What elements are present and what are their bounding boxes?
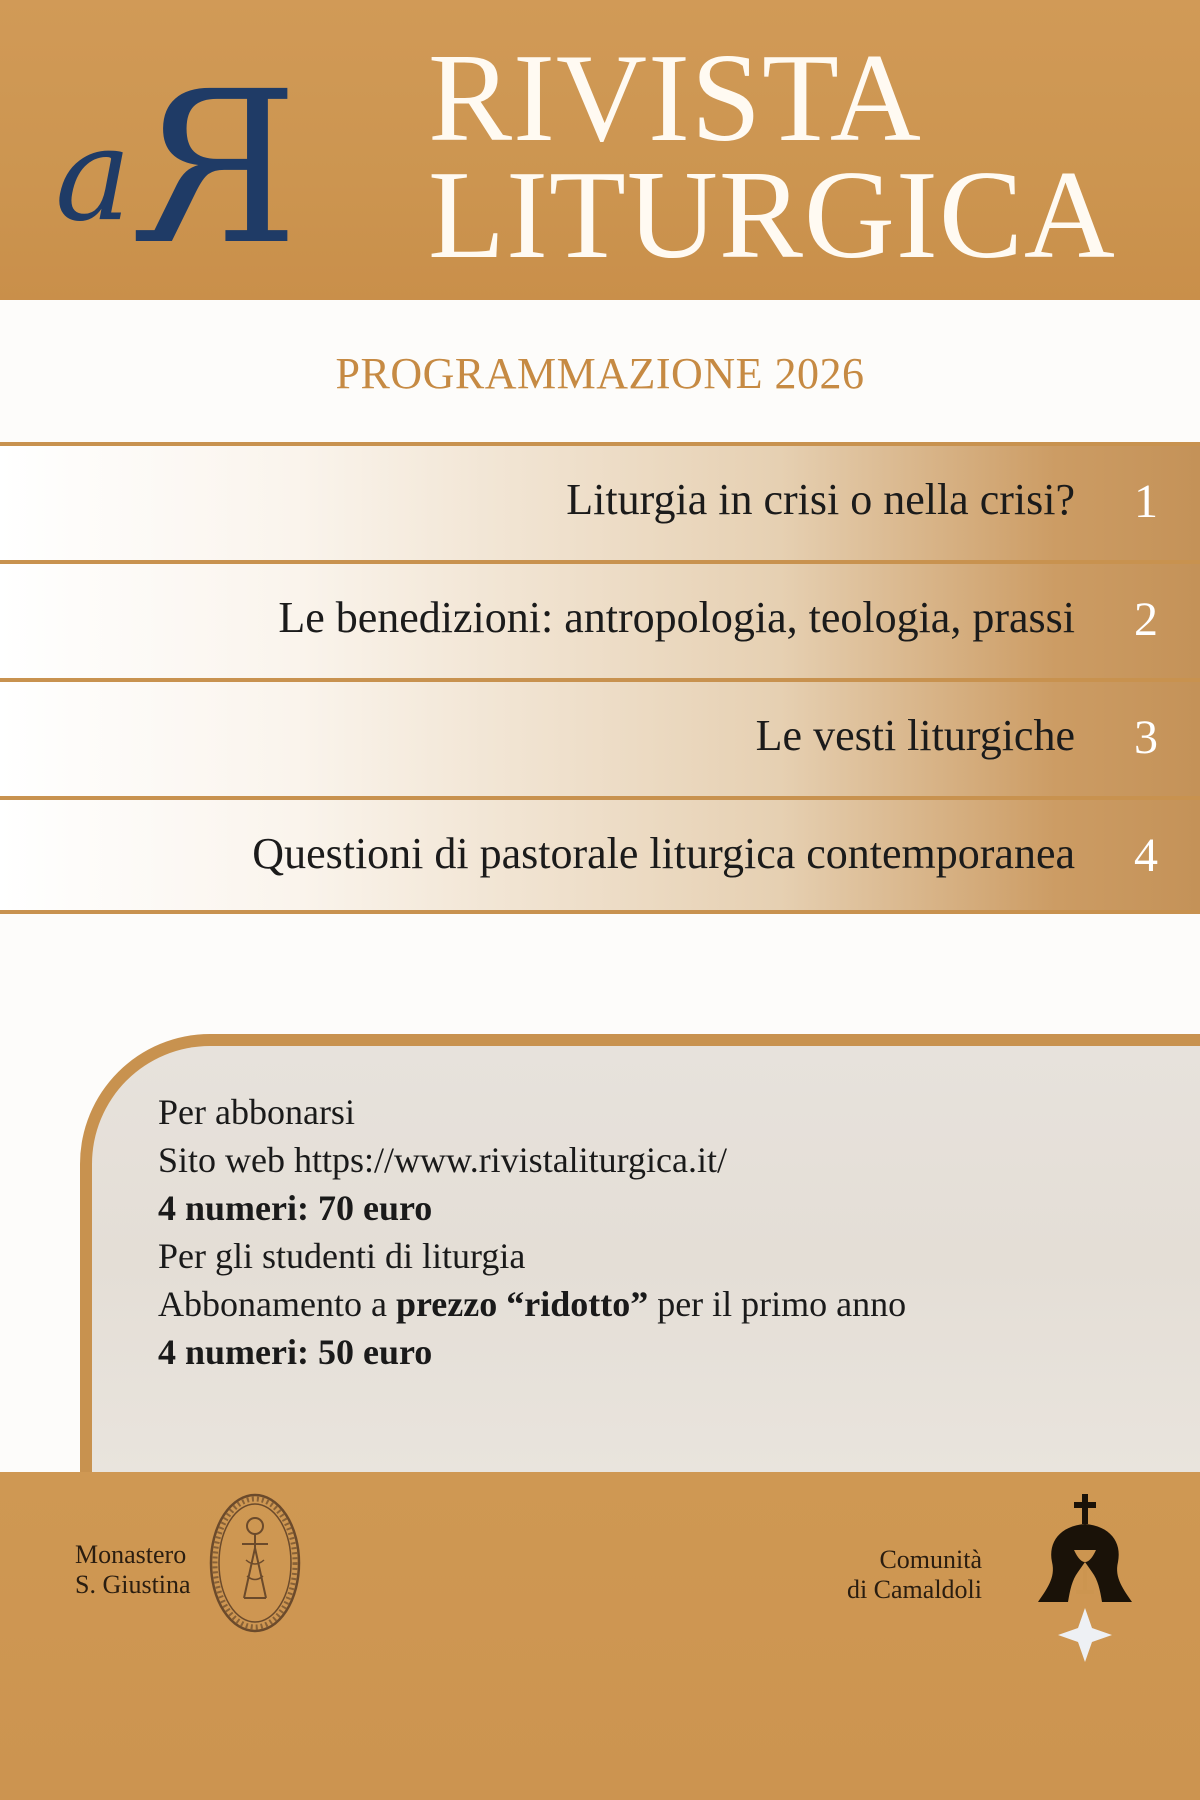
issue-number: 3 bbox=[1134, 711, 1158, 764]
price-students-text: 4 numeri: 50 euro bbox=[158, 1332, 433, 1372]
community-line-2: di Camaldoli bbox=[846, 1575, 982, 1604]
issue-row bbox=[0, 442, 1200, 560]
programme-title: PROGRAMMAZIONE 2026 bbox=[335, 349, 865, 398]
price-regular bbox=[158, 1184, 906, 1232]
issue-row bbox=[0, 560, 1200, 678]
issue-title: Questioni di pastorale liturgica contemporanea bbox=[252, 829, 1075, 878]
issue-number: 1 bbox=[1134, 475, 1158, 528]
monastery-name bbox=[75, 1540, 191, 1600]
issue-title: Le benedizioni: antropologia, teologia, prassi bbox=[278, 593, 1075, 642]
price-regular-text: 4 numeri: 70 euro bbox=[158, 1188, 433, 1228]
logo-letter-a: a bbox=[55, 101, 132, 250]
magazine-title bbox=[428, 29, 1116, 286]
students-offer bbox=[158, 1280, 906, 1328]
students-text-before: Abbonamento a bbox=[158, 1284, 387, 1324]
students-heading: Per gli studenti di liturgia bbox=[158, 1236, 526, 1276]
students-text-after: per il primo anno bbox=[657, 1284, 907, 1324]
website-label: Sito web bbox=[158, 1140, 286, 1180]
issue-number: 2 bbox=[1134, 593, 1158, 646]
title-line-1: RIVISTA bbox=[428, 29, 922, 168]
community-name bbox=[847, 1545, 982, 1605]
monastery-seal-icon bbox=[200, 1488, 310, 1638]
community-line-1: Comunità bbox=[879, 1545, 982, 1574]
monastery-line-2: S. Giustina bbox=[75, 1570, 191, 1599]
website-url[interactable]: https://www.rivistaliturgica.it/ bbox=[294, 1140, 727, 1180]
issue-title: Liturgia in crisi o nella crisi? bbox=[566, 475, 1075, 524]
subscription-info bbox=[158, 1088, 906, 1376]
footer-band bbox=[0, 1472, 1200, 1800]
price-students bbox=[158, 1328, 906, 1376]
website-line bbox=[158, 1136, 906, 1184]
issue-title: Le vesti liturgiche bbox=[755, 711, 1075, 760]
issue-row bbox=[0, 678, 1200, 796]
title-line-2: LITURGICA bbox=[428, 146, 1116, 286]
logo bbox=[55, 46, 305, 291]
camaldoli-emblem-icon bbox=[1030, 1490, 1140, 1670]
subscribe-heading: Per abbonarsi bbox=[158, 1092, 355, 1132]
issue-number: 4 bbox=[1134, 829, 1158, 882]
students-text-bold: prezzo “ridotto” bbox=[395, 1284, 649, 1324]
logo-letter-r: R bbox=[140, 46, 299, 291]
monastery-line-1: Monastero bbox=[75, 1540, 187, 1569]
issue-row bbox=[0, 796, 1200, 914]
